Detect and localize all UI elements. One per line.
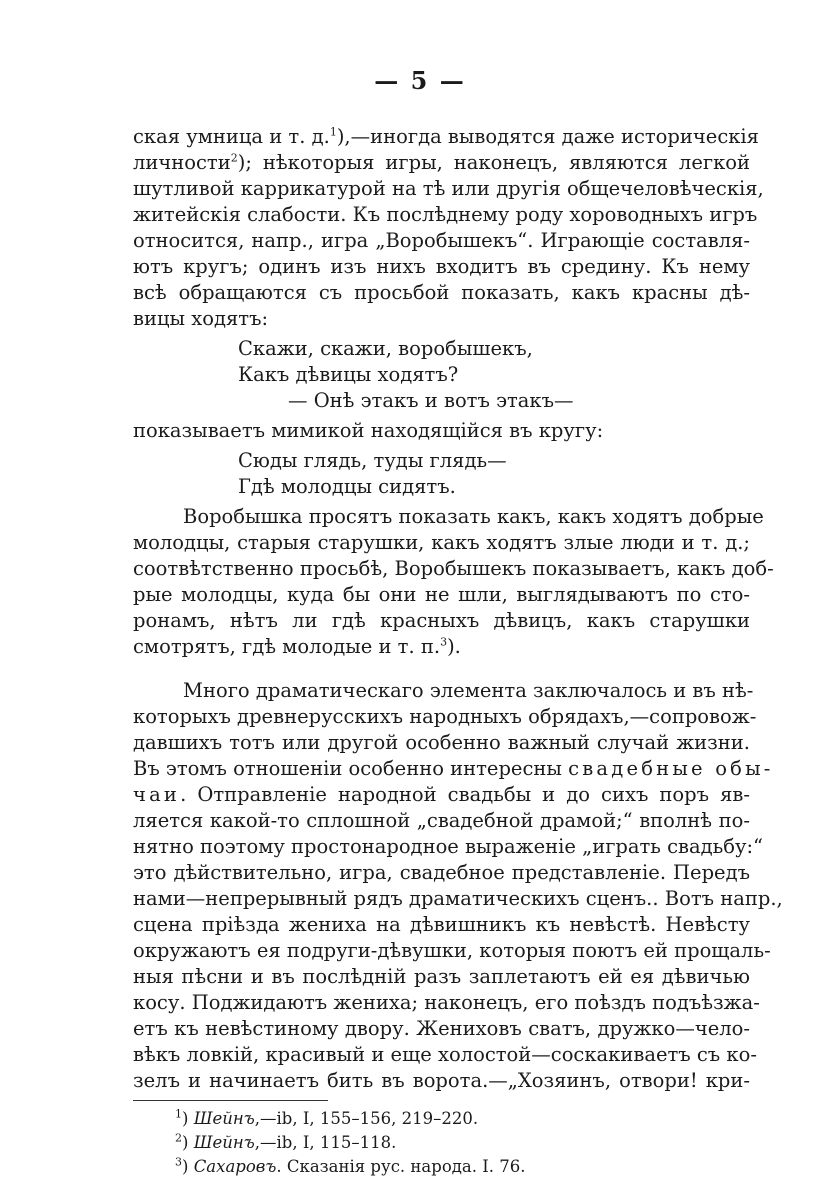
spaced-emphasis: свадебные обы-: [568, 757, 774, 780]
text-line: окружаютъ ея подруги-дѣвушки, которыя поютъ ей прощаль-: [133, 939, 771, 962]
text-line: Воробышка просятъ показать какъ, какъ ходятъ добрые: [183, 505, 764, 528]
text-line: етъ къ невѣстиному двору. Жениховъ сватъ, дружко—чело-: [133, 1017, 750, 1040]
text-line: рые молодцы, куда бы они не шли, выглядываютъ по сто-: [133, 583, 750, 606]
text-line: житейскія слабости. Къ послѣднему роду хороводныхъ игръ: [133, 203, 758, 226]
footnote: $^3$) Сахаровъ. Сказанія рус. народа. I. 76.: [175, 1155, 526, 1176]
footnote-divider: [133, 1100, 328, 1101]
text-line: нами—непрерывный рядъ драматическихъ сценъ.. Вотъ напр.,: [133, 887, 783, 910]
text-line: которыхъ древнерусскихъ народныхъ обрядахъ,—сопровож-: [133, 705, 757, 728]
text-line: вѣкъ ловкій, красивый и еще холостой—соскакиваетъ съ ко-: [133, 1043, 757, 1066]
text-line: косу. Поджидаютъ жениха; наконецъ, его поѣздъ подъѣзжа-: [133, 991, 760, 1014]
verse-line: Какъ дѣвицы ходятъ?: [238, 363, 459, 386]
footnote: $^2$) Шейнъ,—ib, I, 115–118.: [175, 1131, 397, 1152]
text-line: вицы ходятъ:: [133, 307, 269, 330]
text-line: Въ этомъ отношеніи особенно интересны свадебные обы-: [133, 757, 774, 780]
spaced-emphasis: чаи: [133, 783, 181, 806]
interlude-line: показываетъ мимикой находящійся въ кругу:: [133, 419, 604, 442]
text-line: нятно поэтому простонародное выраженіе „играть свадьбу:“: [133, 835, 764, 858]
text-line: всѣ обращаются съ просьбой показать, какъ красны дѣ-: [133, 281, 750, 304]
text-line: Много драматическаго элемента заключалось и въ нѣ-: [183, 679, 754, 702]
text-line: давшихъ тотъ или другой особенно важный случай жизни.: [133, 731, 750, 754]
page-number: — 5 —: [374, 66, 466, 95]
text-line: чаи. Отправленіе народной свадьбы и до сихъ поръ яв-: [133, 783, 750, 806]
text-line: ская умница и т. д.$^1$),—иногда выводятся даже историческія: [133, 125, 759, 148]
verse-line: Гдѣ молодцы сидятъ.: [238, 475, 456, 498]
text-line: ныя пѣсни и въ послѣдній разъ заплетаютъ ей ея дѣвичью: [133, 965, 750, 988]
text-line: соотвѣтственно просьбѣ, Воробышекъ показываетъ, какъ доб-: [133, 557, 774, 580]
text-line: ронамъ, нѣтъ ли гдѣ красныхъ дѣвицъ, какъ старушки: [133, 609, 750, 632]
verse-line: Скажи, скажи, воробышекъ,: [238, 337, 533, 360]
text-line: шутливой каррикатурой на тѣ или другія общечеловѣческія,: [133, 177, 764, 200]
text-line: относится, напр., игра „Воробышекъ“. Играющіе составля-: [133, 229, 750, 252]
text-line: личности$^2$); нѣкоторыя игры, наконецъ, являются легкой: [133, 151, 750, 174]
text-line: ютъ кругъ; одинъ изъ нихъ входитъ въ средину. Къ нему: [133, 255, 750, 278]
verse-line: — Онѣ этакъ и вотъ этакъ—: [288, 389, 574, 412]
text-line: молодцы, старыя старушки, какъ ходятъ злые люди и т. д.;: [133, 531, 750, 554]
text-line: зелъ и начинаетъ бить въ ворота.—„Хозяинъ, отвори! кри-: [133, 1069, 750, 1092]
footnote: $^1$) Шейнъ,—ib, I, 155–156, 219–220.: [175, 1107, 479, 1128]
text-line: это дѣйствительно, игра, свадебное представленіе. Передъ: [133, 861, 750, 884]
text-line: ляется какой-то сплошной „свадебной драмой;“ вполнѣ по-: [133, 809, 750, 832]
verse-line: Сюды глядь, туды глядь—: [238, 449, 507, 472]
text-line: смотрятъ, гдѣ молодые и т. п.$^3$).: [133, 635, 461, 658]
text-line: сцена пріѣзда жениха на дѣвишникъ къ невѣстѣ. Невѣсту: [133, 913, 750, 936]
